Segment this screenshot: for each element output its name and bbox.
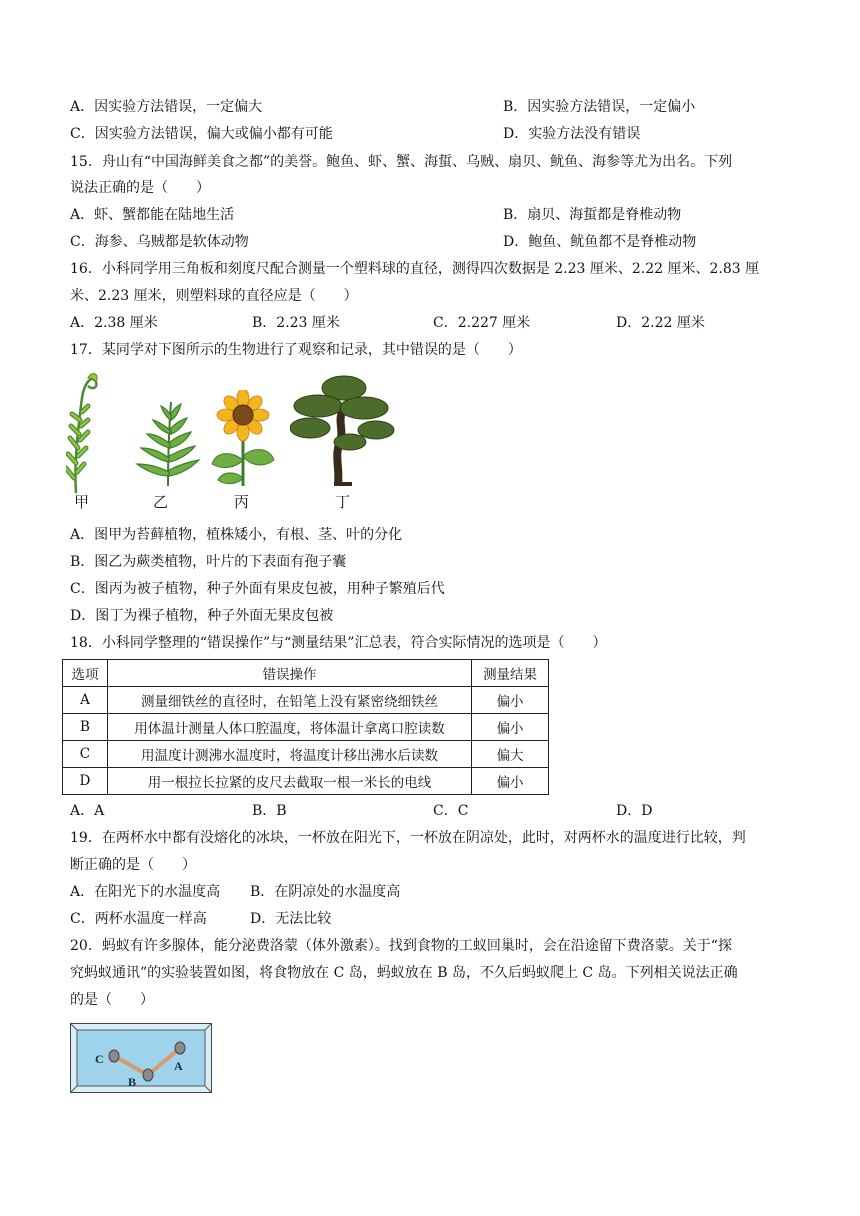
- q18-option-a: A．A: [70, 803, 105, 819]
- q20-stem-line3: 的是（ ）: [70, 992, 154, 1008]
- figure-label-ding: 丁: [335, 493, 351, 511]
- q16-stem-line1: 16．小科同学用三角板和刻度尺配合测量一个塑料球的直径，测得四次数据是 2.23 厘米、2.22 厘米、2.83 厘: [70, 261, 760, 277]
- table-header-option: 选项: [63, 660, 108, 687]
- table-cell-option: A: [63, 687, 108, 714]
- table-cell-operation: 用体温计测量人体口腔温度，将体温计拿离口腔读数: [107, 714, 471, 741]
- q14-option-d: D．实验方法没有错误: [503, 126, 641, 142]
- pine-tree-illustration: [290, 372, 396, 486]
- q16-option-row: [70, 313, 705, 333]
- q19-option-d: D．无法比较: [250, 911, 332, 927]
- q19-option-a: A．在阳光下的水温度高: [70, 884, 221, 900]
- q15-option-row-1: [70, 205, 682, 225]
- island-label-a: A: [174, 1059, 183, 1073]
- fern-plant-illustration: [135, 398, 201, 488]
- island-label-b: B: [128, 1075, 137, 1089]
- q17-option-d: D．图丁为裸子植物，种子外面无果皮包被: [70, 608, 334, 624]
- q19-option-c: C．两杯水温度一样高: [70, 911, 207, 927]
- q18-option-c: C．C: [433, 803, 469, 819]
- table-cell-result: 偏小: [472, 714, 549, 741]
- q19-stem-line1: 19．在两杯水中都有没熔化的冰块，一杯放在阳光下，一杯放在阴凉处，此时，对两杯水的温度进行比较，判: [70, 830, 746, 846]
- q16-option-c: C．2.227 厘米: [433, 315, 531, 331]
- table-cell-option: D: [63, 768, 108, 795]
- table-row: [63, 687, 549, 714]
- q19-option-row-2: [70, 909, 332, 929]
- table-cell-option: B: [63, 714, 108, 741]
- q16-option-a: A．2.38 厘米: [70, 315, 158, 331]
- q19-option-row-1: [70, 882, 401, 902]
- table-row: [63, 714, 549, 741]
- q18-option-row: [70, 801, 653, 821]
- q15-option-d: D．鲍鱼、鱿鱼都不是脊椎动物: [503, 234, 697, 250]
- table-cell-result: 偏小: [472, 687, 549, 714]
- q15-option-a: A．虾、蟹都能在陆地生活: [70, 207, 235, 223]
- q17-option-c: C．图丙为被子植物，种子外面有果皮包被，用种子繁殖后代: [70, 581, 445, 597]
- q19-stem-line2: 断正确的是（ ）: [70, 857, 196, 873]
- q18-option-b: B．B: [252, 803, 287, 819]
- table-row: [63, 741, 549, 768]
- table-header-result: 测量结果: [472, 660, 549, 687]
- figure-label-jia: 甲: [74, 493, 90, 511]
- q15-stem-line1: 15．舟山有“中国海鲜美食之都”的美誉。鲍鱼、虾、蟹、海蜇、乌贼、扇贝、鱿鱼、海参等尤为出名。下列: [70, 154, 733, 170]
- table-cell-operation: 用温度计测沸水温度时，将温度计移出沸水后读数: [107, 741, 471, 768]
- q18-option-d: D．D: [616, 803, 653, 819]
- figure-label-yi: 乙: [153, 493, 169, 511]
- island-label-c: C: [95, 1052, 104, 1066]
- table-cell-result: 偏大: [472, 741, 549, 768]
- table-header-row: [63, 660, 549, 687]
- table-cell-option: C: [63, 741, 108, 768]
- table-cell-result: 偏小: [472, 768, 549, 795]
- ant-island-apparatus-diagram: [70, 1023, 212, 1093]
- q18-stem: 18．小科同学整理的“错误操作”与“测量结果”汇总表，符合实际情况的选项是（ ）: [70, 635, 607, 651]
- table-header-operation: 错误操作: [107, 660, 471, 687]
- q14-option-b: B．因实验方法错误，一定偏小: [503, 99, 696, 115]
- q14-option-c: C．因实验方法错误，偏大或偏小都有可能: [70, 126, 333, 142]
- q16-option-d: D．2.22 厘米: [616, 315, 705, 331]
- q15-option-b: B．扇贝、海蜇都是脊椎动物: [503, 207, 682, 223]
- table-cell-operation: 用一根拉长拉紧的皮尺去截取一根一米长的电线: [107, 768, 471, 795]
- q20-stem-line2: 究蚂蚁通讯”的实验装置如图，将食物放在 C 岛，蚂蚁放在 B 岛，不久后蚂蚁爬上 C 岛。下列相关说法正确: [70, 965, 738, 981]
- q16-option-b: B．2.23 厘米: [252, 315, 340, 331]
- table-row: [63, 768, 549, 795]
- q14-option-a: A．因实验方法错误，一定偏大: [70, 99, 263, 115]
- q17-option-b: B．图乙为蕨类植物，叶片的下表面有孢子囊: [70, 554, 347, 570]
- moss-plant-illustration: [66, 368, 102, 494]
- error-operation-table: [62, 659, 549, 795]
- q15-option-row-2: [70, 232, 697, 252]
- q20-stem-line1: 20．蚂蚁有许多腺体，能分泌费洛蒙（体外激素）。找到食物的工蚁回巢时，会在沿途留下费洛蒙。关于“探: [70, 938, 732, 954]
- q14-option-row-1: [70, 97, 696, 117]
- q19-option-b: B．在阴凉处的水温度高: [250, 884, 401, 900]
- table-cell-operation: 测量细铁丝的直径时，在铅笔上没有紧密绕细铁丝: [107, 687, 471, 714]
- sunflower-plant-illustration: [210, 390, 276, 488]
- q17-stem: 17．某同学对下图所示的生物进行了观察和记录，其中错误的是（ ）: [70, 342, 522, 358]
- q14-option-row-2: [70, 124, 641, 144]
- q15-option-c: C．海参、乌贼都是软体动物: [70, 234, 249, 250]
- q15-stem-line2: 说法正确的是（ ）: [70, 180, 210, 196]
- q16-stem-line2: 米、2.23 厘米，则塑料球的直径应是（ ）: [70, 288, 358, 304]
- q17-option-a: A．图甲为苔藓植物，植株矮小，有根、茎、叶的分化: [70, 527, 403, 543]
- figure-label-bing: 丙: [234, 493, 250, 511]
